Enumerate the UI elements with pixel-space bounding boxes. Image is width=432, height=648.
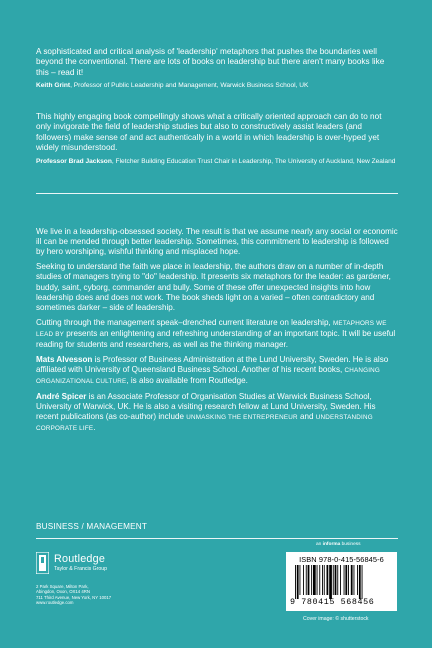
endorsement-affiliation: , Professor of Public Leadership and Management, Warwick Business School, UK bbox=[70, 82, 309, 90]
informa-business-label bbox=[316, 542, 361, 547]
endorsement-attribution bbox=[36, 157, 398, 167]
informa-brand: informa bbox=[322, 542, 341, 547]
barcode-bar bbox=[333, 565, 334, 595]
barcode-digits: 9 780415 568456 bbox=[290, 597, 375, 607]
bio-text: and bbox=[297, 412, 316, 422]
endorsement-2 bbox=[36, 112, 398, 166]
barcode-bar bbox=[340, 565, 341, 595]
publisher-name: Routledge bbox=[54, 553, 106, 565]
barcode-bar bbox=[313, 565, 316, 595]
author-name: Mats Alvesson bbox=[36, 354, 93, 364]
bio-text: is an Associate Professor of Organisation Studies at Warwick Business School, University of Warwick, UK. He is also a visiting research fellow at Lund University, Sweden. His recent publications (as co-author) include bbox=[36, 391, 376, 422]
description-paragraph: We live in a leadership-obsessed society. The result is that we assume nearly any social or economic ill can be mended through better leadership. Sometimes, this commitment to leadership is followed by hero worshiping, wishful thinking and misplaced hope. bbox=[36, 227, 398, 257]
barcode-bar bbox=[354, 565, 355, 595]
publisher-address bbox=[36, 584, 111, 606]
barcode-bar bbox=[337, 565, 338, 595]
barcode-bar bbox=[319, 565, 320, 595]
barcode-bar bbox=[297, 565, 299, 599]
informa-suffix: business bbox=[340, 542, 361, 547]
barcode-bar bbox=[308, 565, 310, 595]
description-paragraph: Seeking to understand the faith we place in leadership, the authors draw on a number of in-depth studies of managers trying to "do" leadership. It presents six metaphors for the leader: as gardener, buddy, saint, cyborg, commander and bully. Some of these offer unexpected insights into how leadership does and does not work. The book sheds light on a varied – often contradictory and sometimes darker – side of leadership. bbox=[36, 262, 391, 312]
barcode-bar bbox=[351, 565, 353, 595]
barcode-box bbox=[286, 552, 397, 611]
barcode-bar bbox=[306, 565, 307, 595]
barcode-bar bbox=[303, 565, 304, 595]
bio-text: , is also available from Routledge. bbox=[126, 376, 248, 386]
endorsement-author: Professor Brad Jackson bbox=[36, 157, 112, 165]
barcode-bar bbox=[295, 565, 296, 599]
barcode-bar bbox=[359, 565, 361, 599]
barcode-bar bbox=[311, 565, 312, 595]
author-bio-1 bbox=[36, 355, 398, 388]
bio-text: . bbox=[93, 423, 96, 433]
address-line: 2 Park Square, Milton Park, bbox=[36, 584, 89, 589]
address-line: Abingdon, Oxon, OX14 4RN bbox=[36, 589, 90, 595]
category-label: BUSINESS / MANAGEMENT bbox=[36, 522, 148, 531]
barcode-bar bbox=[300, 565, 301, 595]
address-line: www.routledge.com bbox=[36, 600, 74, 606]
related-book-title: UNMASKING THE ENTREPRENEUR bbox=[186, 414, 298, 422]
bio-text: is Professor of Business Administration at the Lund University, Sweden. He is also affiliated with University of Queensland Business School. Another of his recent books, bbox=[36, 354, 389, 374]
barcode-bar bbox=[362, 565, 363, 599]
barcode-bar bbox=[322, 565, 323, 595]
barcode-bar bbox=[348, 565, 349, 595]
barcode-bar bbox=[324, 565, 325, 595]
bottom-divider bbox=[36, 538, 398, 539]
description-text: Cutting through the management speak–drenched current literature on leadership, bbox=[36, 317, 333, 327]
publisher-group: Taylor & Francis Group bbox=[54, 566, 108, 572]
book-description bbox=[36, 227, 398, 439]
isbn-text: ISBN 978-0-415-56845-6 bbox=[299, 555, 384, 564]
informa-prefix: an bbox=[316, 542, 323, 547]
routledge-logo-icon bbox=[36, 552, 49, 574]
publisher-logo bbox=[36, 552, 166, 578]
top-divider bbox=[36, 193, 398, 194]
address-line: 711 Third Avenue, New York, NY 10017 bbox=[36, 594, 112, 600]
book-title: METAPHORS WE LEAD BY bbox=[36, 319, 387, 338]
endorsement-1 bbox=[36, 47, 398, 91]
related-book-title: UNDERSTANDING CORPORATE LIFE bbox=[36, 414, 373, 433]
description-text: presents an enlightening and refreshing understanding of an important topic. It will be useful reading for students and researchers, as well as the thinking manager. bbox=[36, 328, 396, 350]
barcode-bar bbox=[344, 565, 345, 595]
description-paragraph bbox=[36, 318, 398, 351]
endorsement-affiliation: , Fletcher Building Education Trust Chair in Leadership, The University of Auckland, New Zealand bbox=[111, 157, 396, 165]
barcode-bar bbox=[327, 565, 329, 595]
author-name: André Spicer bbox=[36, 391, 87, 401]
barcode-icon bbox=[294, 565, 389, 599]
barcode-bar bbox=[357, 565, 358, 595]
endorsement-quote: A sophisticated and critical analysis of 'leadership' metaphors that pushes the boundaries well beyond the conventional. There are lots of books on leadership but there aren't many books like this – read it! bbox=[36, 47, 385, 77]
barcode-bar bbox=[329, 565, 332, 599]
cover-image-credit: Cover image: © shutterstock bbox=[303, 616, 369, 622]
endorsement-attribution bbox=[36, 81, 398, 91]
author-bio-2 bbox=[36, 392, 398, 435]
endorsement-quote: This highly engaging book compellingly shows what a critically oriented approach can do to not only invigorate the field of leadership studies but also to constructively assist leaders (and followers) make sense of and act authentically in a world in which leadership is over-hyped yet widely misunderstood. bbox=[36, 112, 382, 153]
barcode-bar bbox=[317, 565, 318, 595]
related-book-title: CHANGING ORGANIZATIONAL CULTURE bbox=[36, 366, 381, 386]
barcode-bar bbox=[335, 565, 337, 595]
barcode-bar bbox=[345, 565, 347, 595]
endorsement-author: Keith Grint bbox=[36, 82, 71, 90]
